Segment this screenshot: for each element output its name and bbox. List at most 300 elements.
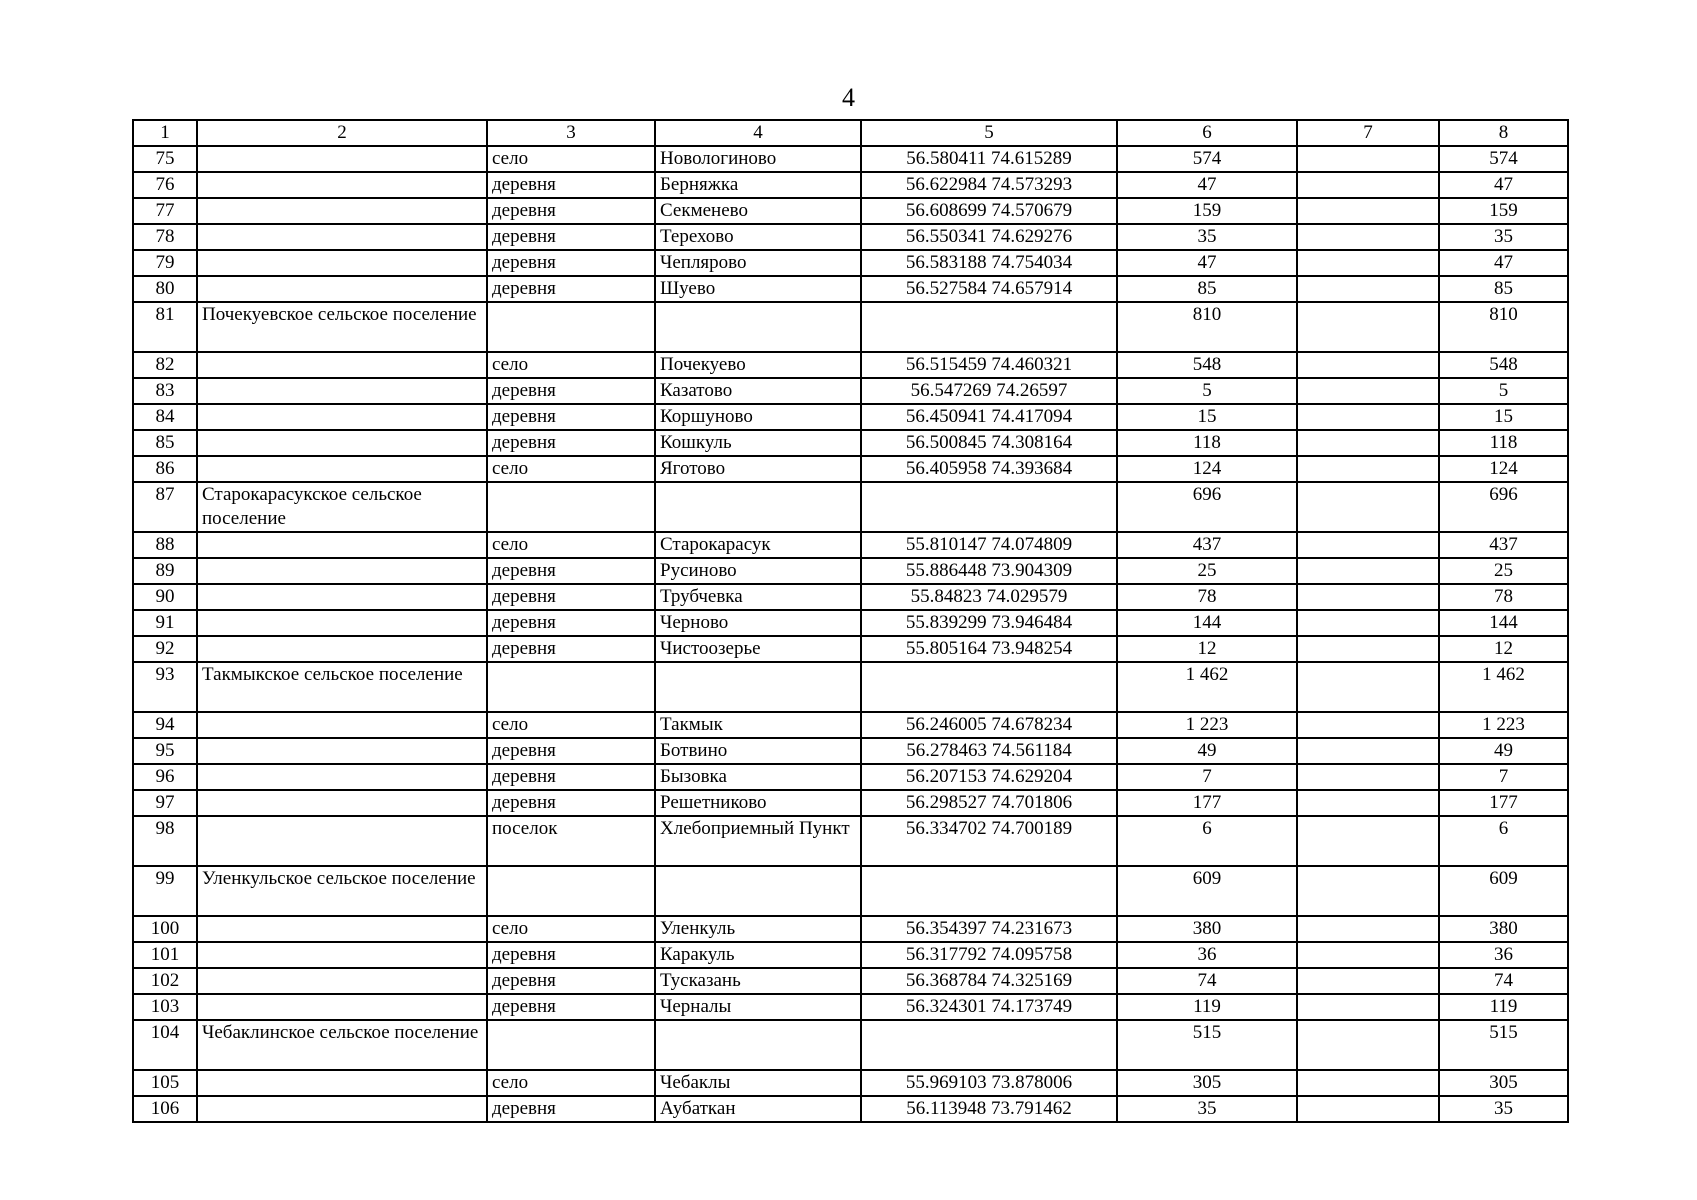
locality-name-cell: Казатово [655, 378, 861, 404]
coordinates-cell: 56.368784 74.325169 [861, 968, 1117, 994]
row-number-cell: 85 [133, 430, 197, 456]
settlement-cell [197, 1096, 487, 1122]
column-7-cell [1297, 172, 1439, 198]
column-8-cell: 548 [1439, 352, 1568, 378]
column-8-cell: 574 [1439, 146, 1568, 172]
table-row [133, 250, 1568, 276]
column-7-cell [1297, 866, 1439, 916]
table-row [133, 764, 1568, 790]
population-cell: 177 [1117, 790, 1297, 816]
table-row [133, 942, 1568, 968]
column-8-cell: 144 [1439, 610, 1568, 636]
settlement-cell: Старокарасукское сельское поселение [197, 482, 487, 532]
column-7-cell [1297, 968, 1439, 994]
coordinates-cell: 56.622984 74.573293 [861, 172, 1117, 198]
column-7-cell [1297, 276, 1439, 302]
population-cell: 305 [1117, 1070, 1297, 1096]
settlement-cell [197, 764, 487, 790]
population-cell: 1 462 [1117, 662, 1297, 712]
coordinates-cell: 56.527584 74.657914 [861, 276, 1117, 302]
column-8-cell: 177 [1439, 790, 1568, 816]
row-number-cell: 84 [133, 404, 197, 430]
coordinates-cell [861, 662, 1117, 712]
settlement-cell: Уленкульское сельское поселение [197, 866, 487, 916]
column-7-cell [1297, 636, 1439, 662]
column-8-cell: 35 [1439, 224, 1568, 250]
settlement-cell [197, 610, 487, 636]
table-row [133, 916, 1568, 942]
settlement-cell [197, 994, 487, 1020]
row-number-cell: 105 [133, 1070, 197, 1096]
settlement-cell: Такмыкское сельское поселение [197, 662, 487, 712]
row-number-cell: 75 [133, 146, 197, 172]
settlement-cell [197, 636, 487, 662]
column-7-cell [1297, 1070, 1439, 1096]
locality-type-cell: село [487, 532, 655, 558]
settlement-cell [197, 378, 487, 404]
column-7-cell [1297, 764, 1439, 790]
row-number-cell: 94 [133, 712, 197, 738]
locality-name-cell [655, 302, 861, 352]
column-8-cell: 47 [1439, 250, 1568, 276]
locality-name-cell: Черново [655, 610, 861, 636]
column-7-cell [1297, 456, 1439, 482]
column-8-cell: 6 [1439, 816, 1568, 866]
coordinates-cell: 56.583188 74.754034 [861, 250, 1117, 276]
table-row [133, 224, 1568, 250]
coordinates-cell: 56.450941 74.417094 [861, 404, 1117, 430]
settlement-cell [197, 532, 487, 558]
row-number-cell: 90 [133, 584, 197, 610]
table-row [133, 1096, 1568, 1122]
table-row [133, 738, 1568, 764]
column-8-cell: 437 [1439, 532, 1568, 558]
coordinates-cell: 56.278463 74.561184 [861, 738, 1117, 764]
column-8-cell: 15 [1439, 404, 1568, 430]
column-7-cell [1297, 352, 1439, 378]
population-cell: 437 [1117, 532, 1297, 558]
population-cell: 810 [1117, 302, 1297, 352]
column-7-cell [1297, 146, 1439, 172]
column-8-cell: 1 462 [1439, 662, 1568, 712]
locality-type-cell [487, 1020, 655, 1070]
table-row [133, 610, 1568, 636]
column-7-cell [1297, 994, 1439, 1020]
settlement-cell [197, 198, 487, 224]
settlement-cell [197, 712, 487, 738]
population-cell: 78 [1117, 584, 1297, 610]
locality-type-cell: деревня [487, 1096, 655, 1122]
table-row [133, 482, 1568, 532]
coordinates-cell: 56.246005 74.678234 [861, 712, 1117, 738]
coordinates-cell: 56.500845 74.308164 [861, 430, 1117, 456]
column-8-cell: 25 [1439, 558, 1568, 584]
column-header: 4 [655, 120, 861, 146]
row-number-cell: 92 [133, 636, 197, 662]
locality-type-cell: село [487, 1070, 655, 1096]
column-7-cell [1297, 1096, 1439, 1122]
column-7-cell [1297, 662, 1439, 712]
locality-name-cell: Коршуново [655, 404, 861, 430]
column-8-cell: 696 [1439, 482, 1568, 532]
population-cell: 124 [1117, 456, 1297, 482]
coordinates-cell: 55.969103 73.878006 [861, 1070, 1117, 1096]
row-number-cell: 95 [133, 738, 197, 764]
column-8-cell: 305 [1439, 1070, 1568, 1096]
row-number-cell: 101 [133, 942, 197, 968]
locality-name-cell: Каракуль [655, 942, 861, 968]
locality-type-cell: деревня [487, 610, 655, 636]
column-8-cell: 515 [1439, 1020, 1568, 1070]
row-number-cell: 88 [133, 532, 197, 558]
column-8-cell: 119 [1439, 994, 1568, 1020]
locality-name-cell: Старокарасук [655, 532, 861, 558]
settlement-cell [197, 942, 487, 968]
column-7-cell [1297, 224, 1439, 250]
locality-type-cell: деревня [487, 224, 655, 250]
table-row [133, 790, 1568, 816]
column-7-cell [1297, 916, 1439, 942]
population-cell: 49 [1117, 738, 1297, 764]
locality-name-cell: Аубаткан [655, 1096, 861, 1122]
settlement-cell [197, 146, 487, 172]
table-row [133, 636, 1568, 662]
coordinates-cell [861, 302, 1117, 352]
column-8-cell: 5 [1439, 378, 1568, 404]
row-number-cell: 82 [133, 352, 197, 378]
settlement-cell [197, 172, 487, 198]
coordinates-cell: 56.113948 73.791462 [861, 1096, 1117, 1122]
coordinates-cell: 56.580411 74.615289 [861, 146, 1117, 172]
population-cell: 5 [1117, 378, 1297, 404]
column-8-cell: 85 [1439, 276, 1568, 302]
column-7-cell [1297, 712, 1439, 738]
population-cell: 36 [1117, 942, 1297, 968]
row-number-cell: 102 [133, 968, 197, 994]
table-row [133, 532, 1568, 558]
row-number-cell: 77 [133, 198, 197, 224]
locality-name-cell [655, 1020, 861, 1070]
locality-type-cell: деревня [487, 968, 655, 994]
row-number-cell: 103 [133, 994, 197, 1020]
settlement-cell [197, 968, 487, 994]
row-number-cell: 98 [133, 816, 197, 866]
column-7-cell [1297, 816, 1439, 866]
row-number-cell: 106 [133, 1096, 197, 1122]
table-row [133, 712, 1568, 738]
locality-name-cell: Тусказань [655, 968, 861, 994]
coordinates-cell: 56.550341 74.629276 [861, 224, 1117, 250]
settlement-cell [197, 404, 487, 430]
locality-type-cell: деревня [487, 404, 655, 430]
column-8-cell: 1 223 [1439, 712, 1568, 738]
population-cell: 35 [1117, 224, 1297, 250]
settlement-cell [197, 584, 487, 610]
column-7-cell [1297, 250, 1439, 276]
locality-type-cell: деревня [487, 250, 655, 276]
table-header-row [133, 120, 1568, 146]
locality-name-cell: Почекуево [655, 352, 861, 378]
population-cell: 574 [1117, 146, 1297, 172]
column-8-cell: 118 [1439, 430, 1568, 456]
locality-type-cell: деревня [487, 764, 655, 790]
settlement-cell [197, 558, 487, 584]
row-number-cell: 96 [133, 764, 197, 790]
column-7-cell [1297, 584, 1439, 610]
coordinates-cell [861, 482, 1117, 532]
coordinates-cell: 55.805164 73.948254 [861, 636, 1117, 662]
locality-name-cell: Кошкуль [655, 430, 861, 456]
column-8-cell: 810 [1439, 302, 1568, 352]
column-header: 3 [487, 120, 655, 146]
column-7-cell [1297, 738, 1439, 764]
column-8-cell: 36 [1439, 942, 1568, 968]
table-row [133, 198, 1568, 224]
table-row [133, 584, 1568, 610]
row-number-cell: 99 [133, 866, 197, 916]
table-body [133, 146, 1568, 1122]
coordinates-cell [861, 1020, 1117, 1070]
column-header: 2 [197, 120, 487, 146]
population-cell: 548 [1117, 352, 1297, 378]
table-row [133, 456, 1568, 482]
table-row [133, 1020, 1568, 1070]
locality-name-cell: Шуево [655, 276, 861, 302]
settlement-cell: Чебаклинское сельское поселение [197, 1020, 487, 1070]
column-7-cell [1297, 302, 1439, 352]
locality-type-cell: деревня [487, 636, 655, 662]
population-cell: 1 223 [1117, 712, 1297, 738]
column-7-cell [1297, 430, 1439, 456]
coordinates-cell: 56.608699 74.570679 [861, 198, 1117, 224]
locality-name-cell: Такмык [655, 712, 861, 738]
column-7-cell [1297, 482, 1439, 532]
locality-name-cell: Решетниково [655, 790, 861, 816]
locality-type-cell [487, 662, 655, 712]
row-number-cell: 104 [133, 1020, 197, 1070]
settlement-cell [197, 250, 487, 276]
locality-name-cell: Секменево [655, 198, 861, 224]
table-row [133, 352, 1568, 378]
settlement-cell [197, 352, 487, 378]
locality-type-cell: деревня [487, 276, 655, 302]
locality-name-cell: Уленкуль [655, 916, 861, 942]
column-8-cell: 12 [1439, 636, 1568, 662]
column-8-cell: 74 [1439, 968, 1568, 994]
locality-type-cell: деревня [487, 198, 655, 224]
coordinates-cell: 55.810147 74.074809 [861, 532, 1117, 558]
locality-name-cell: Бызовка [655, 764, 861, 790]
population-cell: 380 [1117, 916, 1297, 942]
column-8-cell: 49 [1439, 738, 1568, 764]
population-cell: 47 [1117, 172, 1297, 198]
settlement-cell [197, 816, 487, 866]
locality-type-cell: деревня [487, 738, 655, 764]
locality-type-cell [487, 482, 655, 532]
row-number-cell: 91 [133, 610, 197, 636]
locality-name-cell: Хлебоприемный Пункт [655, 816, 861, 866]
population-cell: 35 [1117, 1096, 1297, 1122]
locality-name-cell [655, 482, 861, 532]
locality-name-cell: Терехово [655, 224, 861, 250]
population-cell: 25 [1117, 558, 1297, 584]
column-7-cell [1297, 404, 1439, 430]
row-number-cell: 81 [133, 302, 197, 352]
column-7-cell [1297, 532, 1439, 558]
locality-type-cell: деревня [487, 172, 655, 198]
locality-name-cell [655, 866, 861, 916]
coordinates-cell: 56.324301 74.173749 [861, 994, 1117, 1020]
table-row [133, 1070, 1568, 1096]
locality-type-cell: село [487, 146, 655, 172]
column-header: 5 [861, 120, 1117, 146]
population-cell: 609 [1117, 866, 1297, 916]
column-7-cell [1297, 790, 1439, 816]
locality-type-cell [487, 866, 655, 916]
settlement-cell [197, 456, 487, 482]
population-cell: 12 [1117, 636, 1297, 662]
column-header: 7 [1297, 120, 1439, 146]
settlement-cell [197, 738, 487, 764]
locality-type-cell: деревня [487, 430, 655, 456]
locality-type-cell [487, 302, 655, 352]
locality-name-cell: Чеплярово [655, 250, 861, 276]
table-row [133, 172, 1568, 198]
row-number-cell: 87 [133, 482, 197, 532]
column-7-cell [1297, 942, 1439, 968]
column-8-cell: 47 [1439, 172, 1568, 198]
population-cell: 159 [1117, 198, 1297, 224]
settlement-cell [197, 790, 487, 816]
table-row [133, 866, 1568, 916]
page-number: 4 [842, 83, 855, 112]
table-row [133, 404, 1568, 430]
table-row [133, 146, 1568, 172]
coordinates-cell: 56.207153 74.629204 [861, 764, 1117, 790]
row-number-cell: 78 [133, 224, 197, 250]
locality-name-cell: Ботвино [655, 738, 861, 764]
column-7-cell [1297, 558, 1439, 584]
table-row [133, 662, 1568, 712]
locality-type-cell: деревня [487, 378, 655, 404]
coordinates-cell: 56.298527 74.701806 [861, 790, 1117, 816]
settlement-cell [197, 1070, 487, 1096]
column-8-cell: 159 [1439, 198, 1568, 224]
locality-type-cell: деревня [487, 790, 655, 816]
locality-type-cell: деревня [487, 558, 655, 584]
row-number-cell: 83 [133, 378, 197, 404]
coordinates-cell: 56.547269 74.26597 [861, 378, 1117, 404]
coordinates-cell [861, 866, 1117, 916]
table-row [133, 302, 1568, 352]
column-8-cell: 609 [1439, 866, 1568, 916]
locality-name-cell [655, 662, 861, 712]
row-number-cell: 76 [133, 172, 197, 198]
settlements-table [132, 119, 1569, 1123]
population-cell: 85 [1117, 276, 1297, 302]
column-8-cell: 35 [1439, 1096, 1568, 1122]
coordinates-cell: 56.317792 74.095758 [861, 942, 1117, 968]
locality-name-cell: Русиново [655, 558, 861, 584]
column-header: 6 [1117, 120, 1297, 146]
population-cell: 74 [1117, 968, 1297, 994]
population-cell: 515 [1117, 1020, 1297, 1070]
settlement-cell [197, 276, 487, 302]
table-row [133, 994, 1568, 1020]
column-7-cell [1297, 610, 1439, 636]
settlement-cell [197, 430, 487, 456]
locality-type-cell: село [487, 916, 655, 942]
locality-type-cell: деревня [487, 584, 655, 610]
locality-name-cell: Черналы [655, 994, 861, 1020]
row-number-cell: 100 [133, 916, 197, 942]
coordinates-cell: 56.354397 74.231673 [861, 916, 1117, 942]
population-cell: 6 [1117, 816, 1297, 866]
settlement-cell [197, 224, 487, 250]
population-cell: 7 [1117, 764, 1297, 790]
locality-name-cell: Новологиново [655, 146, 861, 172]
settlement-cell: Почекуевское сельское поселение [197, 302, 487, 352]
locality-name-cell: Трубчевка [655, 584, 861, 610]
population-cell: 47 [1117, 250, 1297, 276]
table-row [133, 816, 1568, 866]
coordinates-cell: 56.334702 74.700189 [861, 816, 1117, 866]
population-cell: 15 [1117, 404, 1297, 430]
locality-type-cell: село [487, 352, 655, 378]
column-header: 1 [133, 120, 197, 146]
settlement-cell [197, 916, 487, 942]
locality-name-cell: Яготово [655, 456, 861, 482]
column-7-cell [1297, 378, 1439, 404]
column-8-cell: 7 [1439, 764, 1568, 790]
column-8-cell: 380 [1439, 916, 1568, 942]
table-row [133, 430, 1568, 456]
row-number-cell: 79 [133, 250, 197, 276]
row-number-cell: 93 [133, 662, 197, 712]
population-cell: 144 [1117, 610, 1297, 636]
table-row [133, 968, 1568, 994]
column-7-cell [1297, 198, 1439, 224]
locality-type-cell: деревня [487, 994, 655, 1020]
population-cell: 696 [1117, 482, 1297, 532]
coordinates-cell: 55.84823 74.029579 [861, 584, 1117, 610]
column-7-cell [1297, 1020, 1439, 1070]
locality-type-cell: деревня [487, 942, 655, 968]
locality-type-cell: село [487, 712, 655, 738]
table-row [133, 378, 1568, 404]
column-8-cell: 124 [1439, 456, 1568, 482]
coordinates-cell: 55.839299 73.946484 [861, 610, 1117, 636]
population-cell: 118 [1117, 430, 1297, 456]
row-number-cell: 86 [133, 456, 197, 482]
row-number-cell: 97 [133, 790, 197, 816]
locality-name-cell: Чистоозерье [655, 636, 861, 662]
locality-name-cell: Чебаклы [655, 1070, 861, 1096]
column-header: 8 [1439, 120, 1568, 146]
table-row [133, 558, 1568, 584]
row-number-cell: 89 [133, 558, 197, 584]
row-number-cell: 80 [133, 276, 197, 302]
locality-type-cell: село [487, 456, 655, 482]
coordinates-cell: 56.515459 74.460321 [861, 352, 1117, 378]
population-cell: 119 [1117, 994, 1297, 1020]
table-row [133, 276, 1568, 302]
locality-type-cell: поселок [487, 816, 655, 866]
locality-name-cell: Берняжка [655, 172, 861, 198]
coordinates-cell: 56.405958 74.393684 [861, 456, 1117, 482]
coordinates-cell: 55.886448 73.904309 [861, 558, 1117, 584]
column-8-cell: 78 [1439, 584, 1568, 610]
